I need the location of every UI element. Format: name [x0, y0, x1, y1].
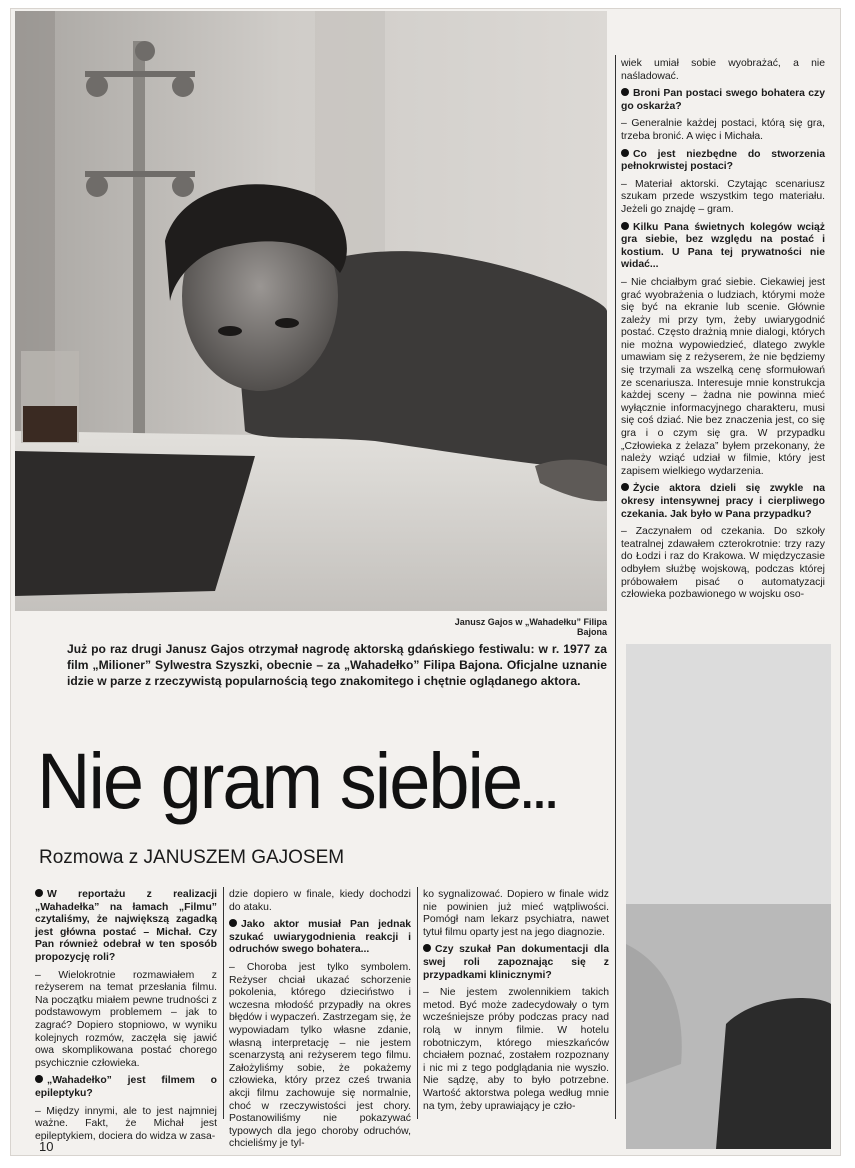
- paragraph-text: Broni Pan postaci swego bohatera czy go oskarża?: [621, 88, 825, 112]
- bullet-icon: [423, 944, 431, 952]
- portrait-photo: [15, 11, 607, 611]
- paragraph-text: dzie dopiero w finale, kiedy dochodzi do ataku.: [229, 889, 411, 913]
- interview-answer: [423, 889, 609, 939]
- paragraph-text: – Nie chciałbym grać siebie. Ciekawiej jest grać wyobrażenia o ludziach, którymi może się być na ekranie lub scenie. Głównie zależy mi przy tym, żeby uwiarygodnić postać. Często drażnią mnie dialogi, których nie można wypowiedzieć, dlatego zwykle umawiam się z reżyserem, że nie będziemy się trzymali za wszelką cenę sformułowań ze scenariusza. Interesuje mnie konstrukcja każdej sceny – żadna nie powinna mieć wyłącznie informacyjnego charakteru, musi się coś dziać. Nie bez znaczenia jest, co się gra i o czym się gra. W przypadku „Człowieka z żelaza” byłem przekonany, że należy wziąć udział w filmie, który jest zapisem wielkiego wydarzenia.: [621, 276, 825, 477]
- paragraph-text: Kilku Pana świetnych kolegów wciąż gra siebie, bez względu na postać i kostium. U Pana tej prywatności nie widać...: [621, 221, 825, 271]
- paragraph-text: Czy szukał Pan dokumentacji dla swej roli zapoznając się z przypadkami klinicznymi?: [423, 944, 609, 981]
- paragraph-text: ko sygnalizować. Dopiero w finale widz nie powinien już mieć wątpliwości. Pomógł nam lekarz psychiatra, nawet tytuł filmu oparty jest na jego diagnozie.: [423, 889, 609, 938]
- headline-text: Nie gram siebie: [37, 736, 522, 825]
- interview-answer: [621, 179, 825, 217]
- interview-question: [621, 222, 825, 272]
- article-subtitle: Rozmowa z JANUSZEM GAJOSEM: [39, 847, 345, 868]
- paragraph-text: Jako aktor musiał Pan jednak szukać uwiarygodnienia reakcji i odruchów swego bohatera...: [229, 919, 411, 956]
- paragraph-text: – Nie jestem zwolennikiem takich metod. Być może zadecydowały o tym wcześniejsze próby podczas pracy nad rolą w innym filmie. W hotelu robotniczym, którego mieszkańców chciałem poznać, zostałem rozpoznany i nic mi z tego podglądania nie wyszło. Nie sądzę, aby to było potrzebne. Wartość aktorstwa polega według mnie na tym, żeby uprawiający je czło-: [423, 987, 609, 1112]
- lead-paragraph: Już po raz drugi Janusz Gajos otrzymał nagrodę aktorską gdańskiego festiwalu: w r. 1977 za film „Milioner” Sylwestra Szyszki, obecnie – za „Wahadełko” Filipa Bajona. Oficjalne uznanie idzie w parze z rzeczywistą popularnością tego znakomitego i chętnie oglądanego aktora.: [67, 642, 607, 688]
- interview-answer: [621, 58, 825, 83]
- bullet-icon: [35, 889, 43, 897]
- interview-answer: [229, 889, 411, 914]
- column-rule-1: [223, 887, 224, 1119]
- column-rule-3: [615, 55, 616, 1119]
- text-column-3: [423, 889, 609, 1118]
- paragraph-text: – Generalnie każdej postaci, którą się gra, trzeba bronić. A więc i Michała.: [621, 118, 825, 142]
- interview-question: [423, 944, 609, 982]
- bullet-icon: [621, 222, 629, 230]
- bullet-icon: [229, 919, 237, 927]
- interview-answer: [229, 962, 411, 1151]
- paragraph-text: – Choroba jest tylko symbolem. Reżyser chciał ukazać schorzenie pokolenia, którego dzieciństwo i wczesna młodość przypadły na okres błędów i wypaczeń. Zastrzegam się, że wypowiadam tylko własne zdanie, własną interpretację – nie jestem scenarzystą ani reżyserem tego filmu. Założyliśmy sobie, że pokażemy człowieka, który przez cześ trwania akcji filmu zachowuje się normalnie, choć w rzeczywistości jest chory. Postanowiliśmy nie pokazywać typowych dla jego choroby odruchów, chcieliśmy je tyl-: [229, 961, 411, 1150]
- magazine-page: [10, 8, 841, 1156]
- interview-question: [35, 889, 217, 965]
- interview-answer: [35, 1106, 217, 1144]
- photo-caption: Janusz Gajos w „Wahadełku” Filipa Bajona: [454, 617, 607, 637]
- portrait-photo-illustration: [15, 11, 607, 611]
- bullet-icon: [621, 88, 629, 96]
- text-column-4: [621, 58, 825, 607]
- paragraph-text: wiek umiał sobie wyobrażać, a nie naśladować.: [621, 58, 825, 82]
- text-column-2: [229, 889, 411, 1156]
- interview-question: [621, 483, 825, 521]
- bullet-icon: [621, 483, 629, 491]
- page-number: 10: [39, 1139, 54, 1154]
- headline-ellipsis: ...: [521, 766, 558, 819]
- interview-question: [229, 919, 411, 957]
- interview-answer: [621, 277, 825, 479]
- paragraph-text: – Zaczynałem od czekania. Do szkoły teatralnej zdawałem czterokrotnie: trzy razy do Łodzi i raz do Krakowa. W międzyczasie odbyłem służbę wojskową, podczas której próbowałem pisać o automatyzacji człowieka pozbawionego w wojsku oso-: [621, 526, 825, 601]
- paragraph-text: Życie aktora dzieli się zwykle na okresy intensywnej pracy i cierpliwego czekania. Jak było w Pana przypadku?: [621, 483, 825, 520]
- paragraph-text: – Wielokrotnie rozmawiałem z reżyserem na temat przesłania filmu. Na początku miałem pewne trudności z podstawowym problemem – jak to zagrać? Dopiero stopniowo, w wyniku kolejnych rozmów, zaczęła się jawić owa skomplikowana postać chorego psychicznie człowieka.: [35, 969, 217, 1069]
- paragraph-text: W reportażu z realizacji „Wahadełka” na łamach „Filmu” czytaliśmy, że największą zagadką jest główna postać – Michał. Czy Pan również odebrał w ten sposób propozycję roli?: [35, 889, 217, 963]
- paragraph-text: – Materiał aktorski. Czytając scenariusz szukam przede wszystkim tego materiału. Jeżeli go znajdę – gram.: [621, 178, 825, 215]
- interview-answer: [621, 118, 825, 143]
- side-photo: [626, 644, 831, 1149]
- column-rule-2: [417, 887, 418, 1119]
- interview-question: [35, 1075, 217, 1100]
- paragraph-text: Co jest niezbędne do stworzenia pełnokrwistej postaci?: [621, 148, 825, 173]
- interview-question: [621, 88, 825, 113]
- interview-answer: [423, 987, 609, 1113]
- text-column-1: [35, 889, 217, 1148]
- bullet-icon: [621, 149, 629, 157]
- interview-answer: [35, 970, 217, 1071]
- paragraph-text: „Wahadełko” jest filmem o epileptyku?: [35, 1075, 217, 1099]
- side-photo-illustration: [626, 644, 831, 1149]
- article-headline: [37, 736, 617, 835]
- interview-answer: [621, 526, 825, 602]
- paragraph-text: – Między innymi, ale to jest najmniej ważne. Fakt, że Michał jest epileptykiem, dociera do widza w zasa-: [35, 1105, 217, 1142]
- interview-question: [621, 149, 825, 174]
- bullet-icon: [35, 1075, 43, 1083]
